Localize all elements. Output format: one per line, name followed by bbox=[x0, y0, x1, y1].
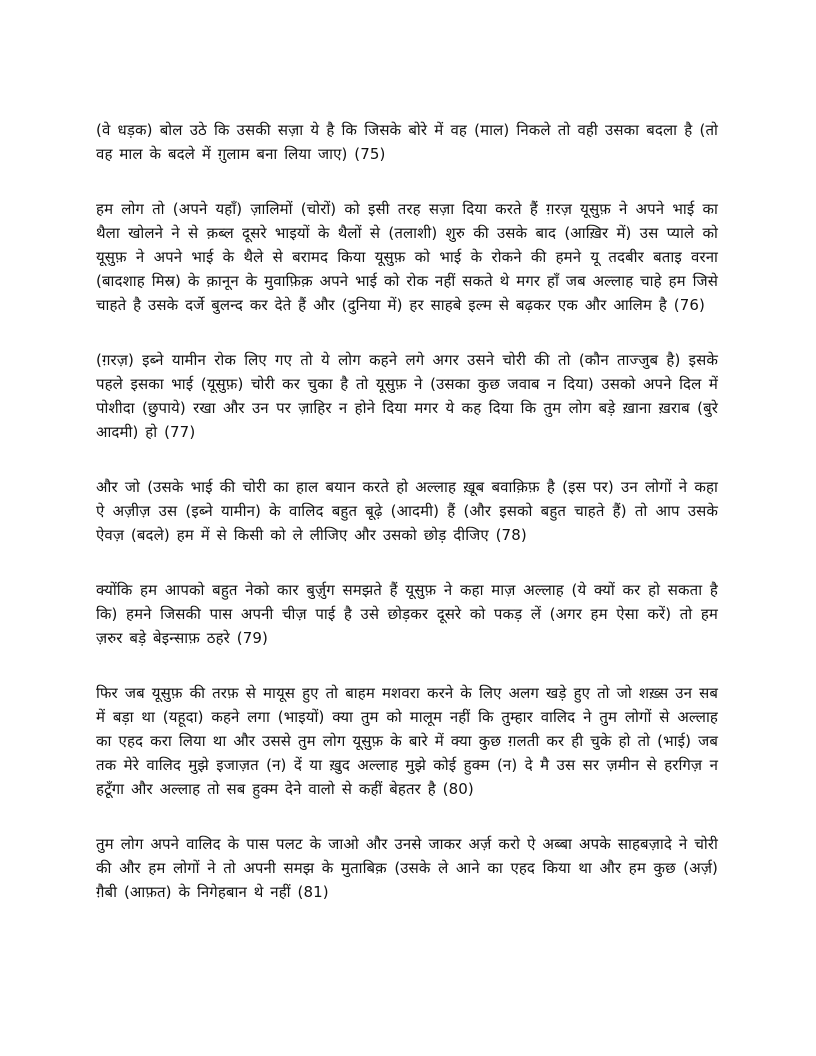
paragraph-verse-78: और जो (उसके भाई की चोरी का हाल बयान करते हो अल्लाह ख़ूब बवाक़िफ़ है (इस पर) उन लोगों ने कहा ऐ अज़ीज़ उस (इब्ने यामीन) के वालिद बहुत बूढ़े (आदमी) हैं (और इसको बहुत चाहते हैं) तो आप उसके ऐवज़ (बदले) हम में से किसी को ले लीजिए और उसको छोड़ दीजिए (78) bbox=[96, 478, 718, 544]
paragraph-verse-79: क्योंकि हम आपको बहुत नेको कार बुर्ज़ुग समझते हैं यूसुफ़ ने कहा माज़ अल्लाह (ये क्यों कर हो सकता है कि) हमने जिसकी पास अपनी चीज़ पाई है उसे छोड़कर दूसरे को पकड़ लें (अगर हम ऐसा करें) तो हम ज़रुर बड़े बेइन्साफ़ ठहरे (79) bbox=[96, 581, 718, 647]
document-body bbox=[96, 118, 718, 904]
paragraph-verse-77: (ग़रज़) इब्ने यामीन रोक लिए गए तो ये लोग कहने लगे अगर उसने चोरी की तो (कौन ताज्जुब है) इसके पहले इसका भाई (यूसुफ़) चोरी कर चुका है तो यूसुफ़ ने (उसका कुछ जवाब न दिया) उसको अपने दिल में पोशीदा (छुपाये) रखा और उन पर ज़ाहिर न होने दिया मगर ये कह दिया कि तुम लोग बड़े ख़ाना ख़राब (बुरे आदमी) हो (77) bbox=[96, 351, 718, 441]
paragraph-verse-76: हम लोग तो (अपने यहाँ) ज़ालिमों (चोरों) को इसी तरह सज़ा दिया करते हैं ग़रज़ यूसुफ़ ने अपने भाई का थैला खोलने ने से क़ब्ल दूसरे भाइयों के थैलों से (तलाशी) शुरु की उसके बाद (आख़िर में) उस प्याले को यूसुफ़ ने अपने भाई के थैले से बरामद किया यूसुफ़ को भाई के रोकने की हमने यू तदबीर बताइ वरना (बादशाह मिस्र) के क़ानून के मुवाफ़िक़ अपने भाई को रोक नहीं सकते थे मगर हाँ जब अल्लाह चाहे हम जिसे चाहते है उसके दर्जे बुलन्द कर देते हैं और (दुनिया में) हर साहबे इल्म से बढ़कर एक और आलिम है (76) bbox=[96, 200, 718, 314]
paragraph-verse-75: (वे धड़क) बोल उठे कि उसकी सज़ा ये है कि जिसके बोरे में वह (माल) निकले तो वही उसका बदला है (तो वह माल के बदले में ग़ुलाम बना लिया जाए) (75) bbox=[96, 121, 718, 163]
paragraph-verse-80: फिर जब यूसुफ़ की तरफ़ से मायूस हुए तो बाहम मशवरा करने के लिए अलग खड़े हुए तो जो शख़्स उन सब में बड़ा था (यहूदा) कहने लगा (भाइयों) क्या तुम को मालूम नहीं कि तुम्हार वालिद ने तुम लोगों से अल्लाह का एहद करा लिया था और उससे तुम लोग यूसुफ़ के बारे में क्या कुछ ग़लती कर ही चुके हो तो (भाई) जब तक मेरे वालिद मुझे इजाज़त (न) दें या ख़ुद अल्लाह मुझे कोई हुक्म (न) दे मै उस सर ज़मीन से हरगिज़ न हटूँगा और अल्लाह तो सब हुक्म देने वालो से कहीं बेहतर है (80) bbox=[96, 684, 718, 798]
paragraph-verse-81: तुम लोग अपने वालिद के पास पलट के जाओ और उनसे जाकर अर्ज़ करो ऐ अब्बा अपके साहबज़ादे ने चोरी की और हम लोगों ने तो अपनी समझ के मुताबिक़ (उसके ले आने का एहद किया था और हम कुछ (अर्ज़) ग़ैबी (आफ़त) के निगेहबान थे नहीं (81) bbox=[96, 835, 718, 901]
